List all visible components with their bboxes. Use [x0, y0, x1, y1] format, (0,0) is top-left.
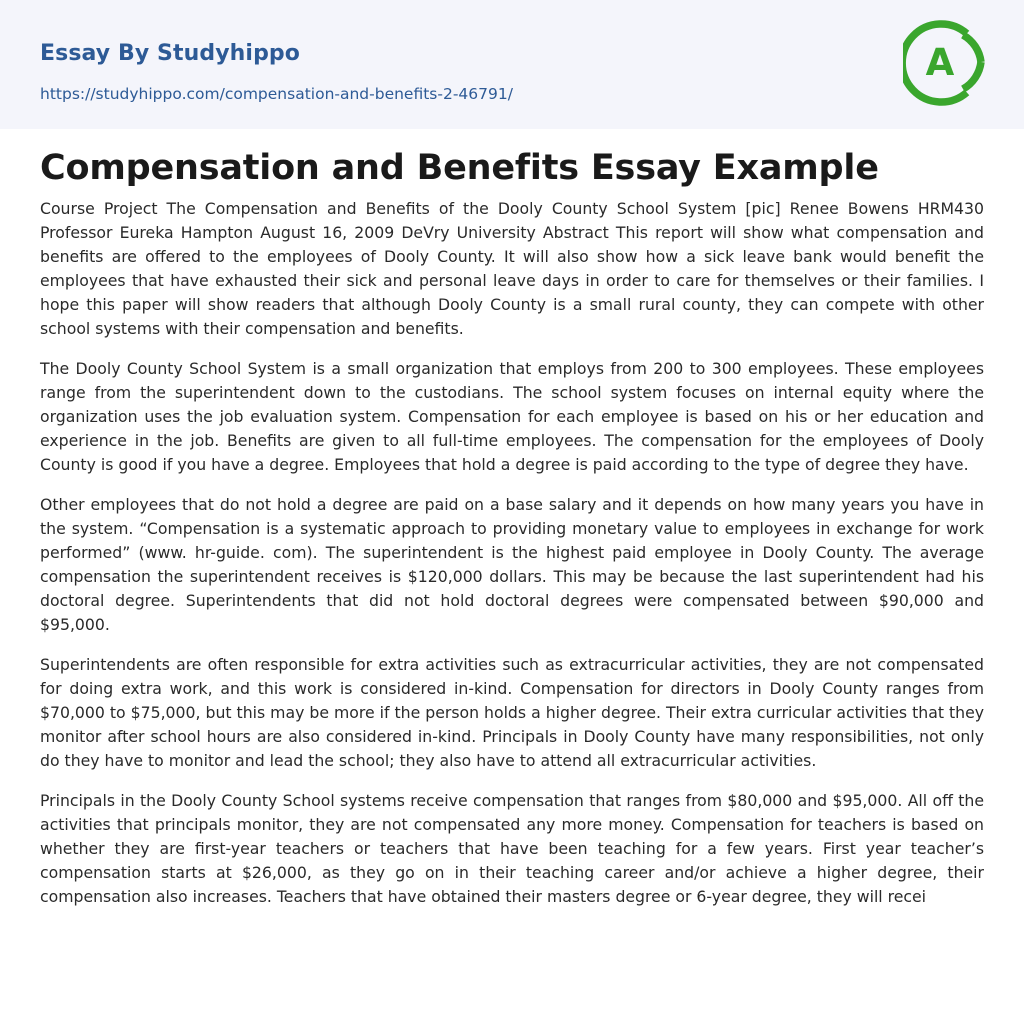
logo-letter: A — [925, 41, 955, 84]
site-header — [0, 0, 1024, 129]
studyhippo-logo-icon[interactable] — [903, 18, 989, 106]
paragraph-5: Principals in the Dooly County School systems receive compensation that ranges from $80,000 and $95,000. All off the activities that principals monitor, they are not compensated any more money. Compensation for teachers is based on whether they are first-year teachers or teachers that have been teaching for a few years. First year teacher’s compensation starts at $26,000, as they go on in their teaching career and/or achieve a higher degree, their compensation also increases. Teachers that have obtained their masters degree or 6-year degree, they will recei — [40, 791, 984, 906]
article-title: Compensation and Benefits Essay Example — [40, 148, 879, 188]
paragraph-3: Other employees that do not hold a degree are paid on a base salary and it depends on how many years you have in the system. “Compensation is a systematic approach to providing monetary value to employees in exchange for work performed” (www. hr-guide. com). The superintendent is the highest paid employee in Dooly County. The average compensation the superintendent receives is $120,000 dollars. This may be because the last superintendent had his doctoral degree. Superintendents that did not hold doctoral degrees were compensated between $90,000 and $95,000. — [40, 495, 984, 634]
article — [40, 140, 984, 925]
paragraph-4: Superintendents are often responsible for extra activities such as extracurricular activities, they are not compensated for doing extra work, and this work is considered in-kind. Compensation for directors in Dooly County ranges from $70,000 to $75,000, but this may be more if the person holds a higher degree. Their extra curricular activities that they monitor after school hours are also considered in-kind. Principals in Dooly County have many responsibilities, not only do they have to monitor and lead the school; they also have to attend all extracurricular activities. — [40, 655, 984, 770]
paragraph-1: Course Project The Compensation and Benefits of the Dooly County School System [pic] Renee Bowens HRM430 Professor Eureka Hampton August 16, 2009 DeVry University Abstract This report will show what compensation and benefits are offered to the employees of Dooly County. It will also show how a sick leave bank would benefit the employees that have exhausted their sick and personal leave days in order to care for themselves or their families. I hope this paper will show readers that although Dooly County is a small rural county, they can compete with other school systems with their compensation and benefits. — [40, 199, 984, 338]
paragraph-2: The Dooly County School System is a small organization that employs from 200 to 300 employees. These employees range from the superintendent down to the custodians. The school system focuses on internal equity where the organization uses the job evaluation system. Compensation for each employee is based on his or her education and experience in the job. Benefits are given to all full-time employees. The compensation for the employees of Dooly County is good if you have a degree. Employees that hold a degree is paid according to the type of degree they have. — [40, 359, 984, 474]
source-url[interactable]: https://studyhippo.com/compensation-and-benefits-2-46791/ — [40, 85, 513, 103]
site-brand[interactable]: Essay By Studyhippo — [40, 41, 300, 66]
